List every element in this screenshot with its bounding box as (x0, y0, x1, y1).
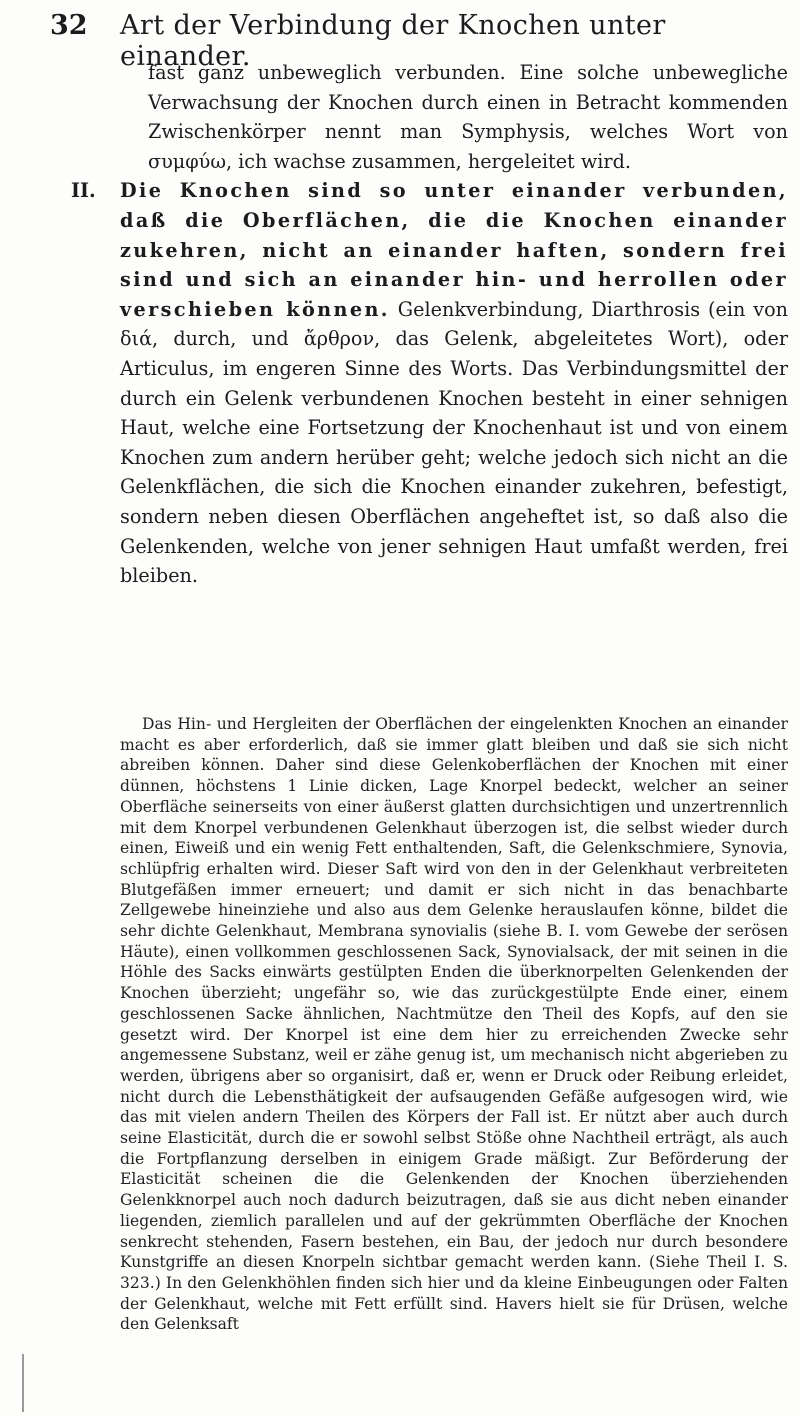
footnote-block (120, 714, 788, 1335)
margin-rule (22, 1354, 24, 1412)
section-ii-heading: Die Knochen sind so unter einander verbunden, daß die Oberflächen, die die Knochen einander zukehren, nicht an einander haften, sondern frei sind und sich an einander hin- und herrollen oder verschieben können. (120, 179, 788, 321)
section-ii-paragraph (120, 176, 788, 590)
section-number: II. (71, 179, 96, 203)
footnote-paragraph: Das Hin- und Hergleiten der Oberflächen der eingelenkten Knochen an einander macht es aber erforderlich, daß sie immer glatt bleiben und daß sie sich nicht abreiben können. Daher sind diese Gelenkoberflächen der Knochen mit einer dünnen, höchstens 1 Linie dicken, Lage Knorpel bedeckt, welcher an seiner Oberfläche seinerseits von einer äußerst glatten durchsichtigen und unzertrennlich mit dem Knorpel verbundenen Gelenkhaut überzogen ist, die selbst wieder durch einen, Eiweiß und ein wenig Fett enthaltenden, Saft, die Gelenkschmiere, Synovia, schlüpfrig erhalten wird. Dieser Saft wird von den in der Gelenkhaut verbreiteten Blutgefäßen immer erneuert; und damit er sich nicht in das benachbarte Zellgewebe hineinziehe und also aus dem Gelenke herauslaufen könne, bildet die sehr dichte Gelenkhaut, Membrana synovialis (siehe B. I. vom Gewebe der serösen Häute), einen vollkommen geschlossenen Sack, Synovialsack, der mit seinen in die Höhle des Sacks einwärts gestülpten Enden die überknorpelten Gelenkenden der Knochen überzieht; ungefähr so, wie das zurückgestülpte Ende einer, einem geschlossenen Sacke ähnlichen, Nachtmütze den Theil des Kopfs, auf den sie gesetzt wird. Der Knorpel ist eine dem hier zu erreichenden Zwecke sehr angemessene Substanz, weil er zähe genug ist, um mechanisch nicht abgerieben zu werden, übrigens aber so organisirt, daß er, wenn er Druck oder Reibung erleidet, nicht durch die Lebensthätigkeit der aufsaugenden Gefäße aufgesogen wird, wie das mit vielen andern Theilen des Körpers der Fall ist. Er nützt aber auch durch seine Elasticität, durch die er sowohl selbst Stöße ohne Nachtheil erträgt, als auch die Fortpflanzung derselben in einigem Grade mäßigt. Zur Beförderung der Elasticität scheinen die die Gelenkenden der Knochen überziehenden Gelenkknorpel auch noch dadurch beizutragen, daß sie aus dicht neben einander liegenden, ziemlich parallelen und auf der gekrümmten Oberfläche der Knochen senkrecht stehenden, Fasern bestehen, ein Bau, der jedoch nur durch besondere Kunstgriffe an diesen Knorpeln sichtbar gemacht werden kann. (Siehe Theil I. S. 323.) In den Gelenkhöhlen finden sich hier und da kleine Einbeugungen oder Falten der Gelenkhaut, welche mit Fett erfüllt sind. Havers hielt sie für Drüsen, welche den Gelenksaft (120, 715, 788, 1334)
running-head: Art der Verbindung der Knochen unter einander. (120, 10, 666, 72)
intro-paragraph: fast ganz unbeweglich verbunden. Eine solche unbewegliche Verwachsung der Knochen durch einen in Betracht kommenden Zwischenkörper nennt man Symphysis, welches Wort von συμφύω, ich wachse zusammen, hergeleitet wird. (148, 61, 788, 173)
page-number: 32 (50, 10, 88, 41)
page-header (50, 10, 750, 72)
main-text (71, 58, 788, 591)
section-ii-body: Gelenkverbindung, Diarthrosis (ein von διά, durch, und ἄρθρον, das Gelenk, abgeleitetes Wort), oder Articulus, im engeren Sinne des Worts. Das Verbindungsmittel der durch ein Gelenk verbundenen Knochen besteht in einer sehnigen Haut, welche eine Fortsetzung der Knochenhaut ist und von einem Knochen zum andern herüber geht; welche jedoch sich nicht an die Gelenkflächen, die sich die Knochen einander zukehren, befestigt, sondern neben diesen Oberflächen angeheftet ist, so daß also die Gelenkenden, welche von jener sehnigen Haut umfaßt werden, frei bleiben. (120, 297, 788, 588)
section-ii (71, 176, 788, 590)
